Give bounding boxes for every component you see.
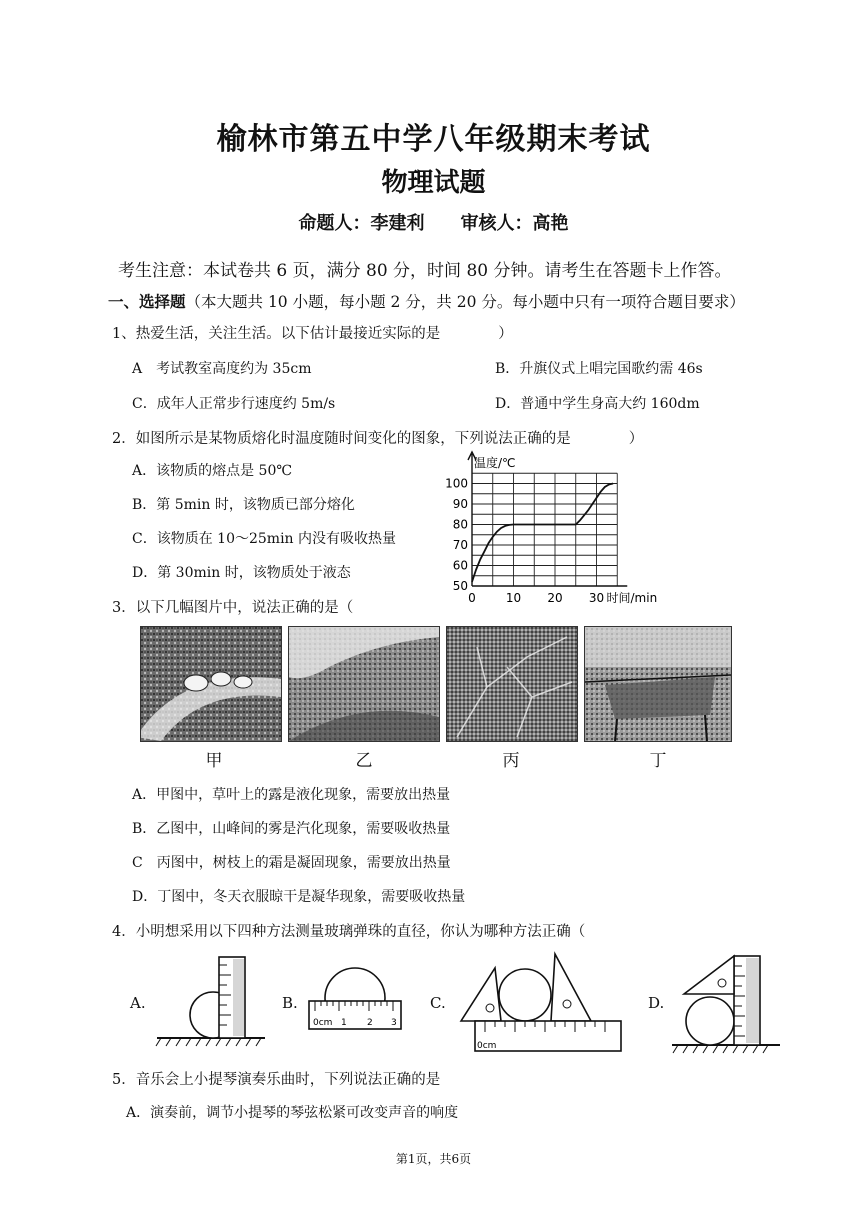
y-tick-label: 60 <box>452 558 468 573</box>
q1-option-d: D．普通中学生身高大约 160dm <box>495 396 700 412</box>
q3-option-b: B．乙图中，山峰间的雾是汽化现象，需要吸收热量 <box>132 821 451 837</box>
q4-diagram-c <box>455 948 625 1058</box>
photo-clothes-drying <box>584 626 732 742</box>
q3-stem: 3．以下几幅图片中，说法正确的是（ <box>112 600 354 616</box>
q4-label-c: C. <box>430 994 446 1012</box>
q3-option-d: D．丁图中，冬天衣服晾干是凝华现象，需要吸收热量 <box>132 889 466 905</box>
q2-option-d: D．第 30min 时，该物质处于液态 <box>132 565 351 581</box>
section-heading <box>108 290 745 312</box>
exam-authors: 命题人：李建利 审核人：高艳 <box>298 213 569 234</box>
q4-diagram-d <box>670 950 782 1055</box>
x-tick-label: 20 <box>547 591 563 605</box>
q4-b-mark-2: 2 <box>367 1018 373 1028</box>
q1-option-c: C．成年人正常步行速度约 5m/s <box>132 396 336 412</box>
q5-stem: 5．音乐会上小提琴演奏乐曲时，下列说法正确的是 <box>112 1072 441 1088</box>
photo-fog-on-mountain <box>288 626 440 742</box>
exam-notice: 考生注意：本试卷共 6 页，满分 80 分，时间 80 分钟。请考生在答题卡上作答。 <box>118 261 732 281</box>
caption-ding: 丁 <box>649 751 667 771</box>
q4-b-mark-0: 0cm <box>313 1018 333 1028</box>
q4-stem: 4．小明想采用以下四种方法测量玻璃弹珠的直径，你认为哪种方法正确（ <box>112 924 586 940</box>
q4-diagram-a <box>155 955 267 1050</box>
q5-option-a: A．演奏前，调节小提琴的琴弦松紧可改变声音的响度 <box>126 1105 459 1121</box>
y-axis-label: 温度/℃ <box>474 456 516 470</box>
caption-yi: 乙 <box>355 751 373 771</box>
q1-option-b: B．升旗仪式上唱完国歌约需 46s <box>495 361 703 377</box>
q3-option-a: A．甲图中，草叶上的露是液化现象，需要放出热量 <box>132 787 451 803</box>
q4-label-a: A. <box>130 994 146 1012</box>
q3-option-c: C 丙图中，树枝上的霜是凝固现象，需要放出热量 <box>132 855 451 871</box>
q4-label-d: D. <box>648 994 665 1012</box>
q4-c-mark-0: 0cm <box>477 1041 497 1051</box>
q2-option-b: B．第 5min 时，该物质已部分熔化 <box>132 497 355 513</box>
photo-dew-on-grass <box>140 626 282 742</box>
photo-frost-on-branches <box>446 626 578 742</box>
q4-diagram-b <box>303 965 407 1035</box>
page-footer: 第1页，共6页 <box>395 1152 472 1166</box>
q1-stem: 1、热爱生活，关注生活。以下估计最接近实际的是 ） <box>112 326 513 342</box>
y-tick-label: 90 <box>452 497 468 511</box>
caption-bing: 丙 <box>502 751 520 771</box>
q4-b-mark-3: 3 <box>391 1018 397 1028</box>
y-tick-label: 100 <box>445 476 468 491</box>
x-tick-label: 0 <box>468 591 476 605</box>
y-tick-label: 50 <box>452 579 468 593</box>
y-tick-label: 70 <box>452 538 468 552</box>
x-axis-label: 时间/min <box>606 591 658 605</box>
q4-b-mark-1: 1 <box>341 1018 347 1028</box>
q2-stem: 2．如图所示是某物质熔化时温度随时间变化的图象，下列说法正确的是 ） <box>112 431 644 447</box>
q2-option-c: C．该物质在 10～25min 内没有吸收热量 <box>132 531 397 547</box>
x-tick-label: 10 <box>505 591 522 605</box>
exam-subtitle: 物理试题 <box>381 168 486 198</box>
q4-label-b: B. <box>282 994 298 1012</box>
section-title: 一、选择题 <box>108 293 186 311</box>
x-tick-label: 30 <box>588 591 605 605</box>
caption-jia: 甲 <box>205 751 223 771</box>
melting-curve-chart <box>440 448 680 608</box>
y-tick-label: 80 <box>452 517 468 532</box>
q2-option-a: A．该物质的熔点是 50℃ <box>132 463 293 479</box>
exam-title: 榆林市第五中学八年级期末考试 <box>216 122 651 157</box>
section-desc: （本大题共 10 小题，每小题 2 分，共 20 分。每小题中只有一项符合题目要求） <box>185 293 745 311</box>
q1-option-a: A 考试教室高度约为 35cm <box>132 361 312 377</box>
